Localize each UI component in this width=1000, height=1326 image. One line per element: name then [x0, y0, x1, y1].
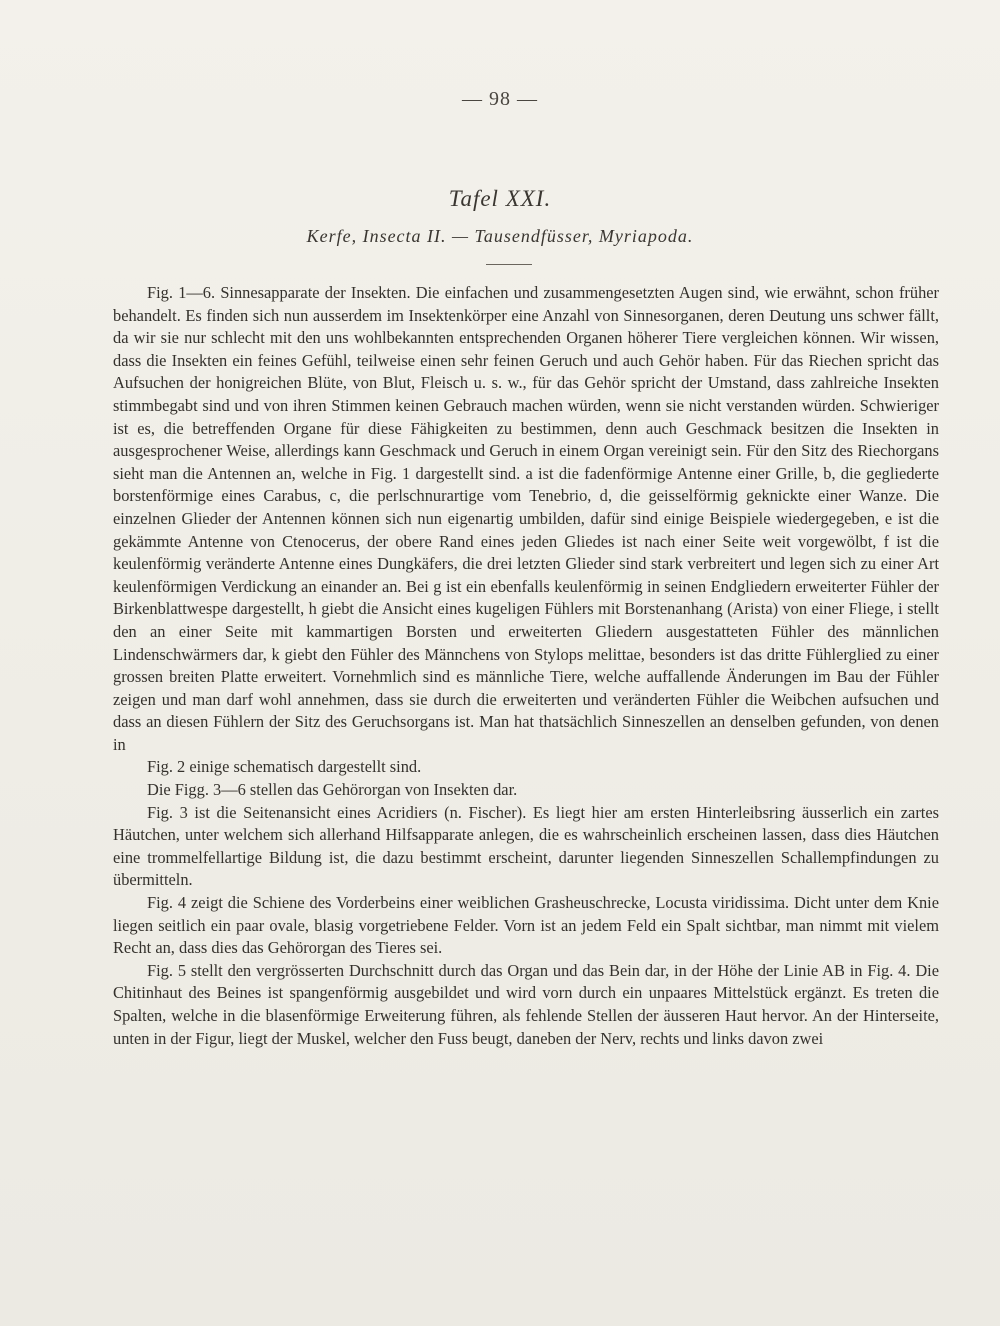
page-number: — 98 — — [462, 88, 538, 110]
body-text — [113, 282, 939, 1050]
paragraph-figg-3-6: Die Figg. 3—6 stellen das Gehörorgan von Insekten dar. — [147, 780, 518, 800]
paragraph-fig-1-6: Fig. 1—6. Sinnesapparate der Insekten. Die einfachen und zusammengesetzten Augen sind, wie erwähnt, schon früher behandelt. Es finden sich nun ausserdem im Insektenkörper eine Anzahl von Sinnesorganen, deren Deutung uns schwer fällt, da wir sie nur schlecht mit den uns wohlbekannten entsprechenden Organen höherer Tiere vergleichen können. Wir wissen, dass die Insekten ein feines Gefühl, teilweise einen sehr feinen Geruch und auch Gehör haben. Für das Riechen spricht das Aufsuchen der honigreichen Blüte, von Blut, Fleisch u. s. w., für das Gehör spricht der Umstand, dass zahlreiche Insekten stimmbegabt sind und von ihren Stimmen keinen Gebrauch machen würden, wenn sie nicht verstanden würden. Schwieriger ist es, die betreffenden Organe für diese Fähigkeiten zu bestimmen, denn auch Geschmack besitzen die Insekten in ausgesprochener Weise, allerdings kann Geschmack und Geruch in einem Organ vereinigt sein. Für den Sitz des Riechorgans sieht man die Antennen an, welche in Fig. 1 dargestellt sind. a ist die fadenförmige Antenne einer Grille, b, die gegliederte borstenförmige eines Carabus, c, die perlschnurartige vom Tenebrio, d, die geisselförmig geknickte einer Wanze. Die einzelnen Glieder der Antennen können sich nun eigenartig umbilden, dafür sind einige Beispiele wiedergegeben, e ist die gekämmte Antenne von Ctenocerus, der obere Rand eines jeden Gliedes ist nach einer Seite weit vorgewölbt, f ist die keulenförmig veränderte Antenne eines Dungkäfers, die drei letzten Glieder sind stark verbreitert und legen sich zu einer Art keulenförmigen Verdickung an einander an. Bei g ist ein ebenfalls keulenförmig in seinen Endgliedern erweiterter Fühler der Birkenblattwespe dargestellt, h giebt die Ansicht eines kugeligen Fühlers mit Borstenanhang (Arista) von einer Fliege, i stellt den an einer Seite mit kammartigen Borsten und erweiterten Gliedern ausgestatteten Fühler des männlichen Lindenschwärmers dar, k giebt den Fühler des Männchens von Stylops melittae, besonders ist das dritte Fühlerglied zu einer grossen breiten Platte erweitert. Vornehmlich sind es männliche Tiere, welche auffallende Änderungen im Bau der Fühler zeigen und man darf wohl annehmen, dass sie durch die erweiterten und veränderten Fühler die Weibchen aufsuchen und dass an diesen Fühlern der Sitz des Geruchsorgans ist. Man hat thatsächlich Sinneszellen an denselben gefunden, von denen in — [113, 283, 939, 754]
plate-title: Tafel XXI. — [448, 186, 552, 211]
paragraph-fig-4: Fig. 4 zeigt die Schiene des Vorderbeins einer weiblichen Grasheuschrecke, Locusta viridissima. Dicht unter dem Knie liegen seitlich ein paar ovale, blasig vorgetriebene Felder. Vorn ist an jedem Feld ein Spalt sichtbar, man nimmt mit vielem Recht an, dass dies das Gehörorgan des Tieres sei. — [113, 893, 939, 958]
plate-subtitle: Kerfe, Insecta II. — Tausendfüsser, Myriapoda. — [306, 226, 694, 246]
paragraph-fig-5: Fig. 5 stellt den vergrösserten Durchschnitt durch das Organ und das Bein dar, in der Höhe der Linie AB in Fig. 4. Die Chitinhaut des Beines ist spangenförmig ausgebildet und wird vorn durch ein unpaares Mittelstück ergänzt. Es treten die Spalten, welche in die blasenförmige Erweiterung führen, als fehlende Stellen der äusseren Haut hervor. An der Hinterseite, unten in der Figur, liegt der Muskel, welcher den Fuss beugt, daneben der Nerv, rechts und links davon zwei — [113, 960, 939, 1048]
paragraph-fig-3: Fig. 3 ist die Seitenansicht eines Acridiers (n. Fischer). Es liegt hier am ersten Hinterleibsring äusserlich ein zartes Häutchen, unter welchem sich allerhand Hilfsapparate anlegen, die es wahrscheinlich erscheinen lassen, dass dies Häutchen eine trommelfellartige Bildung ist, die dazu bestimmt erscheint, darunter liegenden Sinneszellen Schallempfindungen zu übermitteln. — [113, 802, 939, 890]
paragraph-fig-2: Fig. 2 einige schematisch dargestellt sind. — [147, 757, 422, 777]
title-divider — [486, 264, 532, 265]
